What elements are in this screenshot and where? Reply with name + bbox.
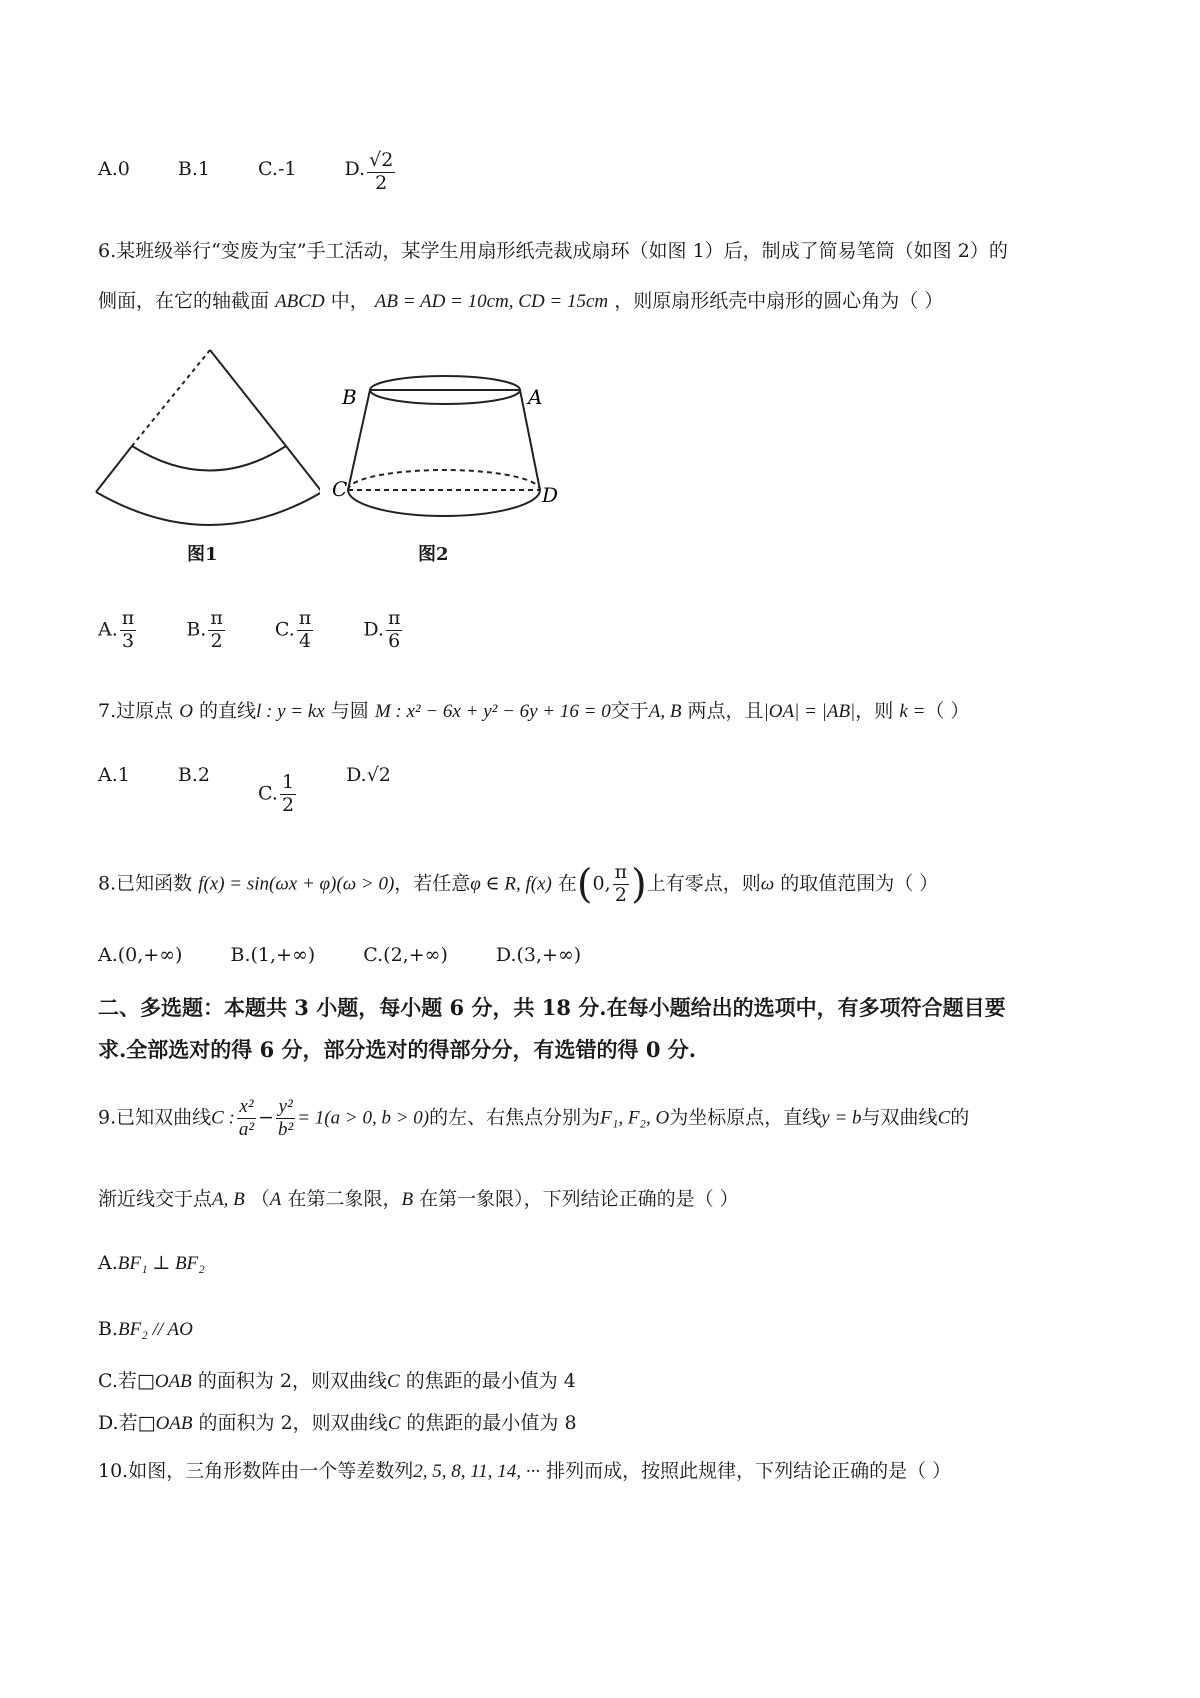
fig1-outer-arc xyxy=(96,492,320,525)
q9-a-prefix: A. xyxy=(98,1252,118,1274)
fig2-bottom-back-arc xyxy=(348,470,540,490)
figure-2-caption: 图2 xyxy=(418,544,449,565)
q9-line2-ab: A, B xyxy=(212,1189,245,1210)
q6-a-fraction xyxy=(120,608,137,653)
q8-stem xyxy=(98,862,938,907)
q6-options xyxy=(98,608,446,653)
q6-b-den: 2 xyxy=(210,629,223,652)
q9-prefix: 9.已知双曲线 xyxy=(98,1106,212,1129)
q6-abcd: ABCD xyxy=(275,291,325,312)
fig2-label-a: A xyxy=(528,385,543,409)
q9-line2 xyxy=(98,1184,739,1211)
q9-line2-open: （ xyxy=(250,1188,270,1210)
q9-c-triangle-box: □ xyxy=(136,1370,155,1392)
q8-right-paren: ) xyxy=(631,861,647,908)
q7-points: A, B xyxy=(648,701,682,722)
q7-prefix: 7.过原点 xyxy=(98,700,174,722)
q9-b-text: BF₂ // AO xyxy=(118,1319,193,1340)
q8-option-c: C.(2,+∞) xyxy=(363,944,448,966)
q6-line2-prefix: 侧面，在它的轴截面 xyxy=(98,290,270,312)
q7-d-value: √2 xyxy=(366,764,391,786)
q9-minus: − xyxy=(258,1106,275,1129)
q7-text3: 与圆 xyxy=(330,700,369,722)
q8-prefix: 8.已知函数 xyxy=(98,872,193,895)
q7-option-c xyxy=(258,772,298,817)
q8-interval-num: π xyxy=(614,861,628,883)
q9-b-prefix: B. xyxy=(98,1318,119,1340)
q6-line1: 6.某班级举行“变废为宝”手工活动，某学生用扇形纸壳裁成扇环（如图 1）后，制成了简易笔筒（如图 2）的 xyxy=(98,240,1008,262)
q9-c: C : xyxy=(211,1107,235,1129)
fig2-label-c: C xyxy=(332,477,348,501)
q8-interval-fraction xyxy=(613,862,630,907)
q9-d-prefix: D.若 xyxy=(98,1412,138,1434)
q6-c-num: π xyxy=(298,607,312,629)
q6-c-fraction xyxy=(297,608,314,653)
q9-d-c: C xyxy=(387,1413,401,1434)
figure-1-sector-ring xyxy=(90,340,320,570)
q7-option-d xyxy=(346,764,391,786)
q9-text2: 的左、右焦点分别为 xyxy=(429,1106,601,1129)
q6-option-b xyxy=(186,608,227,653)
q5-d-numerator: √2 xyxy=(369,149,394,171)
q9-d-oab: OAB xyxy=(155,1413,193,1434)
q8-interval-den: 2 xyxy=(614,883,627,906)
q6-b-fraction xyxy=(208,608,225,653)
q10-stem xyxy=(98,1456,951,1483)
q7-line-eq: l : y = kx xyxy=(255,701,325,722)
q6-d-prefix: D. xyxy=(363,618,384,641)
q7-text6: ，则 xyxy=(855,700,894,722)
q9-y-num: y² xyxy=(276,1096,295,1119)
q9-d-mid: 的面积为 2，则双曲线 xyxy=(198,1412,388,1434)
q8-text4: 上有零点，则 xyxy=(646,872,761,895)
fig1-right-edge xyxy=(286,446,320,492)
q9-line2-prefix: 渐近线交于点 xyxy=(98,1188,213,1210)
q6-option-c xyxy=(275,608,315,653)
q6-a-den: 3 xyxy=(121,629,135,652)
q9-option-d xyxy=(98,1408,577,1435)
fig1-solid-right xyxy=(210,350,286,446)
q8-function: f(x) = sin(ωx + φ)(ω > 0) xyxy=(198,873,395,895)
q9-option-a xyxy=(98,1252,205,1275)
q9-foci: F₁, F₂, O xyxy=(600,1107,670,1129)
figure-1-caption: 图1 xyxy=(187,544,218,565)
q7-c-den: 2 xyxy=(281,793,295,816)
q6-c-prefix: C. xyxy=(274,618,295,641)
q9-d-triangle-box: □ xyxy=(137,1412,156,1434)
q7-c-prefix: C. xyxy=(258,782,278,804)
q10-prefix: 10.如图，三角形数阵由一个等差数列 xyxy=(98,1460,414,1482)
figure-2-pen-holder xyxy=(330,340,560,530)
q9-line2-b: B xyxy=(401,1189,414,1210)
q9-c-mid: 的面积为 2，则双曲线 xyxy=(197,1370,387,1392)
q8-condition: φ ∈ R, f(x) xyxy=(470,873,552,895)
q7-text4: 交于 xyxy=(610,700,649,722)
q6-d-den: 6 xyxy=(388,629,401,652)
q9-y-equals-b: y = b xyxy=(821,1107,862,1129)
q8-option-d: D.(3,+∞) xyxy=(495,944,582,966)
fig1-dashed-left xyxy=(132,350,210,446)
q6-option-a xyxy=(98,608,138,653)
q6-b-num: π xyxy=(210,607,223,629)
q9-c-c: C xyxy=(386,1371,400,1392)
q7-option-b: B.2 xyxy=(177,764,210,786)
q7-paren: （ ） xyxy=(925,700,970,722)
q7-d-prefix: D. xyxy=(346,764,367,786)
q9-c-end: 的焦距的最小值为 4 xyxy=(405,1370,576,1392)
q8-text3: 在 xyxy=(557,872,577,895)
q5-option-d-prefix: D. xyxy=(344,157,366,180)
q9-stem xyxy=(98,1096,969,1141)
q7-text5: 两点，且 xyxy=(687,700,764,722)
q5-option-c: C.-1 xyxy=(258,157,297,180)
q7-options xyxy=(98,764,391,816)
q6-line2-suffix: ，则原扇形纸壳中扇形的圆心角为（ ） xyxy=(614,290,944,312)
q6-line2-mid: 中， xyxy=(330,290,369,312)
q6-d-num: π xyxy=(387,607,401,629)
q9-text4: 与双曲线 xyxy=(861,1106,938,1129)
q8-left-paren: ( xyxy=(576,861,593,908)
q6-a-prefix: A. xyxy=(98,618,118,641)
q7-circle-eq: M : x² − 6x + y² − 6y + 16 = 0 xyxy=(374,701,611,722)
q8-text2: ，若任意 xyxy=(394,872,471,895)
fig1-left-edge xyxy=(96,446,132,492)
q7-c-num: 1 xyxy=(281,770,295,793)
q9-option-c xyxy=(98,1366,576,1393)
q9-line2-mid: 在第二象限， xyxy=(287,1188,402,1210)
q8-options xyxy=(98,944,623,966)
q9-rest: = 1(a > 0, b > 0) xyxy=(297,1107,430,1129)
q7-option-a: A.1 xyxy=(98,764,130,786)
q9-text3: 为坐标原点，直线 xyxy=(669,1106,822,1129)
q5-option-a: A.0 xyxy=(98,157,130,180)
q6-c-den: 4 xyxy=(298,629,312,652)
q7-condition: |OA| = |AB| xyxy=(763,701,856,722)
q9-a-text: BF₁ ⊥ BF₂ xyxy=(117,1253,205,1274)
fig1-inner-arc xyxy=(132,446,286,471)
fig2-label-b: B xyxy=(342,385,357,409)
q9-line2-end: 在第一象限），下列结论正确的是（ ） xyxy=(419,1188,739,1210)
q5-option-d xyxy=(344,149,398,194)
q9-c-prefix: C.若 xyxy=(98,1370,137,1392)
fig2-label-d: D xyxy=(542,483,559,507)
q9-text5: 的 xyxy=(950,1106,970,1129)
section-2-heading-line1: 二、多选题：本题共 3 小题，每小题 6 分，共 18 分.在每小题给出的选项中，有多项符合题目要 xyxy=(98,995,1006,1020)
q8-option-a: A.(0,+∞) xyxy=(98,944,183,966)
q6-line2 xyxy=(98,286,943,313)
q9-c2: C xyxy=(937,1107,951,1129)
q8-option-b: B.(1,+∞) xyxy=(230,944,316,966)
q5-option-b: B.1 xyxy=(177,157,210,180)
q10-sequence: 2, 5, 8, 11, 14, ··· xyxy=(413,1461,541,1482)
q9-y-den: b² xyxy=(278,1118,294,1140)
fig2-bottom-front-arc xyxy=(348,490,540,516)
section-2-heading-line2: 求.全部选对的得 6 分，部分选对的得部分分，有选错的得 0 分. xyxy=(98,1037,697,1062)
q9-x-num: x² xyxy=(237,1096,256,1119)
q9-option-b xyxy=(98,1318,193,1341)
q7-text2: 的直线 xyxy=(198,700,256,722)
q6-option-d xyxy=(363,608,404,653)
q6-a-num: π xyxy=(121,607,135,629)
q7-c-fraction xyxy=(280,772,296,817)
q7-origin: O xyxy=(179,701,193,722)
q9-line2-a: A xyxy=(269,1189,282,1210)
q9-d-end: 的焦距的最小值为 8 xyxy=(406,1412,577,1434)
q9-c-oab: OAB xyxy=(154,1371,192,1392)
q5-option-d-fraction xyxy=(367,150,395,195)
q6-d-fraction xyxy=(386,608,403,653)
q8-interval-left: 0, xyxy=(592,872,611,895)
q10-suffix: 排列而成，按照此规律，下列结论正确的是（ ） xyxy=(546,1460,952,1482)
q8-text5: 的取值范围为（ ） xyxy=(780,872,939,895)
q5-options xyxy=(98,150,397,195)
q6-b-prefix: B. xyxy=(186,618,207,641)
q6-lengths: AB = AD = 10cm, CD = 15cm xyxy=(374,291,609,312)
q8-omega: ω xyxy=(760,873,775,895)
q7-stem xyxy=(98,696,969,723)
q9-y-fraction xyxy=(276,1096,295,1141)
q9-x-den: a² xyxy=(238,1118,255,1140)
q9-x-fraction xyxy=(237,1096,256,1141)
q7-k: k = xyxy=(899,701,926,722)
q5-d-denominator: 2 xyxy=(375,171,388,194)
